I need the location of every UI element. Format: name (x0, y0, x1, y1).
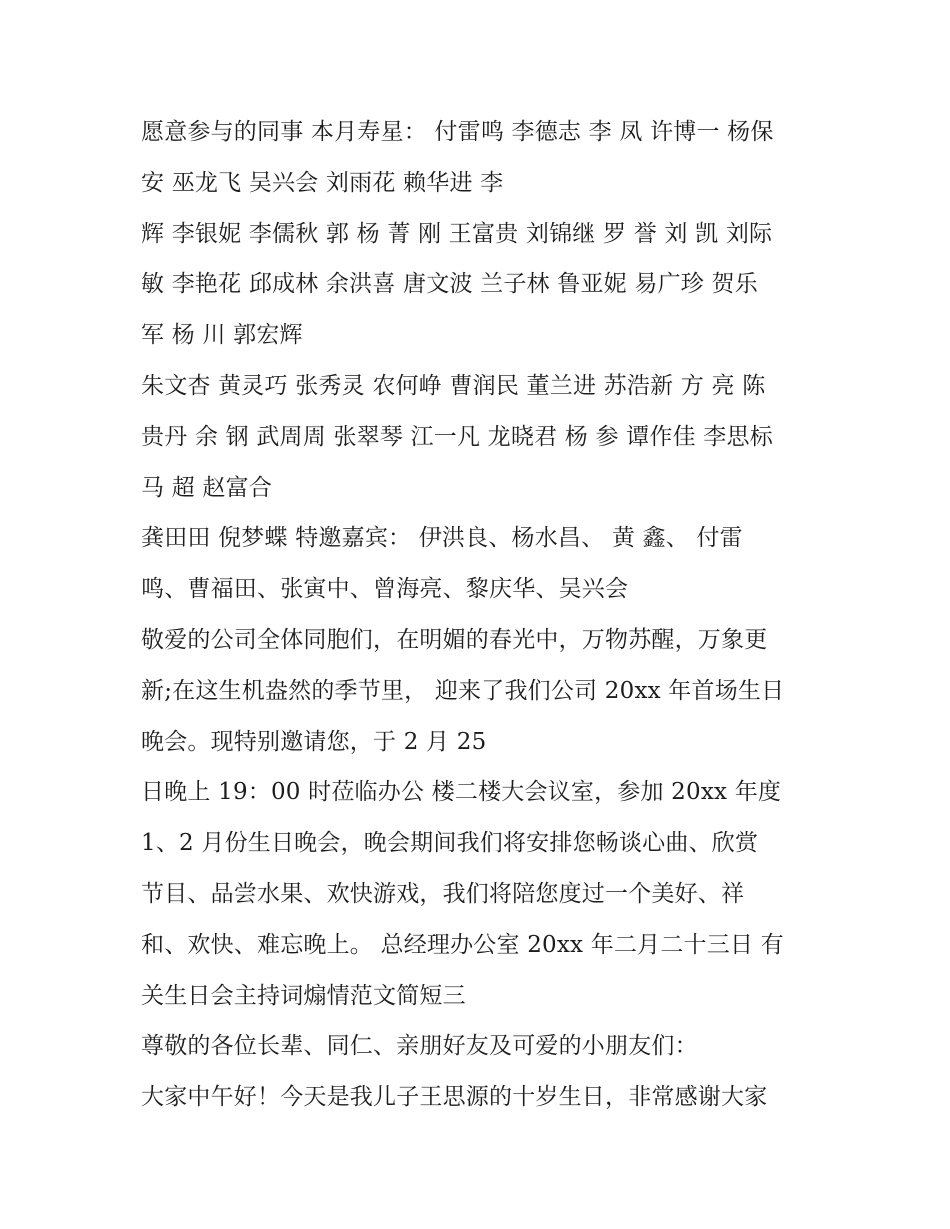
text-line: 愿意参与的同事 本月寿星： 付雷鸣 李德志 李 凤 许博一 杨保 (141, 119, 774, 145)
text-line: 节目、品尝水果、欢快游戏，我们将陪您度过一个美好、祥 (141, 880, 745, 907)
text-line: 晚会。现特别邀请您，于 2 月 25 (141, 728, 487, 755)
text-line: 日晚上 19：00 时莅临办公 楼二楼大会议室，参加 20xx 年度 (141, 779, 782, 806)
text-line: 贵丹 余 钢 武周周 张翠琴 江一凡 龙晓君 杨 参 谭作佳 李思标 (141, 423, 773, 450)
text-line: 军 杨 川 郭宏辉 (141, 322, 303, 349)
text-line: 鸣、曹福田、张寅中、曾海亮、黎庆华、吴兴会 (141, 576, 629, 603)
text-line: 1、2 月份生日晚会，晚会期间我们将安排您畅谈心曲、欣赏 (141, 830, 759, 857)
text-line: 安 巫龙飞 吴兴会 刘雨花 赖华进 李 (141, 169, 504, 196)
text-line: 敏 李艳花 邱成林 余洪喜 唐文波 兰子林 鲁亚妮 易广珍 贺乐 (141, 271, 758, 298)
text-line: 新;在这生机盎然的季节里， 迎来了我们公司 20xx 年首场生日 (141, 677, 785, 704)
text-line: 敬爱的公司全体同胞们，在明媚的春光中，万物苏醒，万象更 (141, 626, 768, 653)
text-line: 和、欢快、难忘晚上。 总经理办公室 20xx 年二月二十三日 有 (141, 931, 784, 958)
text-line: 大家中午好！今天是我儿子王思源的十岁生日，非常感谢大家 (141, 1084, 768, 1111)
text-line: 朱文杏 黄灵巧 张秀灵 农何峥 曹润民 董兰进 苏浩新 方 亮 陈 (141, 372, 766, 399)
text-line: 尊敬的各位长辈、同仁、亲朋好友及可爱的小朋友们： (141, 1033, 698, 1060)
text-line: 关生日会主持词煽情范文简短三 (141, 982, 466, 1009)
text-line: 马 超 赵富合 (141, 474, 273, 501)
document-body (141, 107, 821, 1123)
text-line: 龚田田 倪梦蝶 特邀嘉宾： 伊洪良、杨水昌、 黄 鑫、 付雷 (141, 525, 743, 552)
text-line: 辉 李银妮 李儒秋 郭 杨 菁 刚 王富贵 刘锦继 罗 誉 刘 凯 刘际 (141, 220, 773, 247)
